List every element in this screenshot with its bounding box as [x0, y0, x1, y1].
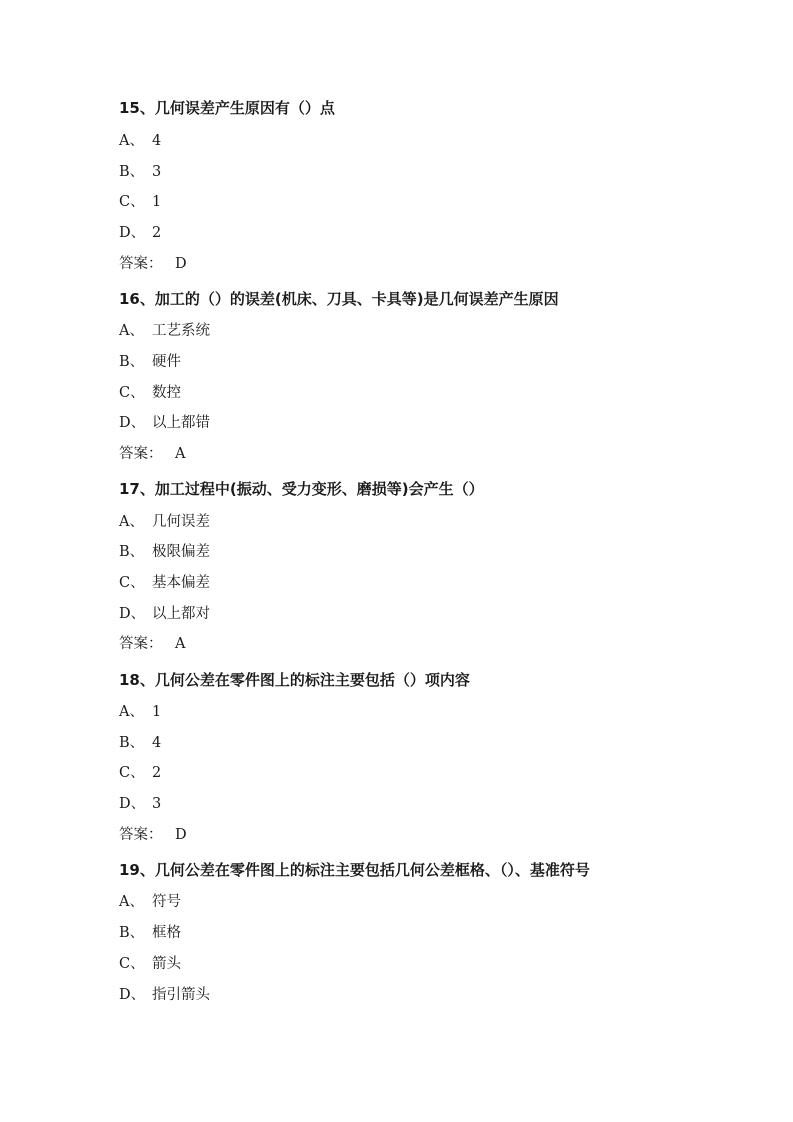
- option-letter: C、: [119, 194, 145, 210]
- option-text: 1: [152, 704, 162, 720]
- question-18-option-d: [119, 792, 161, 813]
- option-letter: A、: [119, 514, 144, 530]
- question-18-option-b: [119, 731, 161, 752]
- question-18-title: 18、几何公差在零件图上的标注主要包括（）项内容: [119, 671, 470, 689]
- option-letter: D、: [119, 796, 146, 812]
- option-text: 符号: [152, 894, 181, 910]
- option-text: 数控: [152, 385, 181, 401]
- question-19-option-c: [119, 952, 181, 973]
- question-16-answer: [119, 442, 185, 463]
- option-text: 基本偏差: [152, 575, 210, 591]
- question-19-option-d: [119, 983, 210, 1004]
- option-text: 极限偏差: [152, 544, 210, 560]
- answer-label: 答案：: [119, 636, 163, 652]
- answer-value: A: [175, 446, 186, 462]
- option-text: 以上都错: [152, 415, 210, 431]
- question-17-option-b: [119, 540, 210, 561]
- option-letter: B、: [119, 735, 145, 751]
- option-text: 几何误差: [152, 514, 210, 530]
- option-text: 1: [152, 194, 162, 210]
- answer-value: D: [175, 256, 187, 272]
- question-15-option-b: [119, 160, 161, 181]
- question-17-title: 17、加工过程中(振动、受力变形、磨损等)会产生（）: [119, 480, 484, 498]
- option-text: 2: [152, 765, 162, 781]
- option-letter: C、: [119, 575, 145, 591]
- question-17-option-c: [119, 571, 210, 592]
- answer-value: A: [175, 636, 186, 652]
- option-text: 工艺系统: [152, 323, 210, 339]
- question-19-title: 19、几何公差在零件图上的标注主要包括几何公差框格、（）、基准符号: [119, 861, 590, 879]
- answer-label: 答案：: [119, 446, 163, 462]
- question-16-option-d: [119, 411, 210, 432]
- question-15-answer: [119, 252, 187, 273]
- option-letter: A、: [119, 133, 144, 149]
- option-letter: A、: [119, 323, 144, 339]
- question-15-option-d: [119, 221, 161, 242]
- question-16-title: 16、加工的（）的误差(机床、刀具、卡具等)是几何误差产生原因: [119, 290, 559, 308]
- question-17-option-a: [119, 510, 210, 531]
- option-text: 3: [152, 164, 162, 180]
- answer-label: 答案：: [119, 827, 163, 843]
- option-text: 3: [152, 796, 162, 812]
- answer-label: 答案：: [119, 256, 163, 272]
- option-letter: B、: [119, 544, 145, 560]
- question-15-option-a: [119, 129, 161, 150]
- option-letter: A、: [119, 704, 144, 720]
- option-letter: B、: [119, 354, 145, 370]
- question-15-option-c: [119, 190, 161, 211]
- question-18-option-a: [119, 700, 161, 721]
- option-text: 箭头: [152, 956, 181, 972]
- question-17-answer: [119, 632, 185, 653]
- option-letter: B、: [119, 164, 145, 180]
- option-text: 2: [152, 225, 162, 241]
- question-16-option-c: [119, 381, 181, 402]
- option-text: 硬件: [152, 354, 181, 370]
- option-letter: D、: [119, 987, 146, 1003]
- option-text: 4: [152, 133, 162, 149]
- question-19-option-b: [119, 921, 181, 942]
- answer-value: D: [175, 827, 187, 843]
- option-letter: D、: [119, 606, 146, 622]
- option-letter: D、: [119, 225, 146, 241]
- question-19-option-a: [119, 890, 181, 911]
- option-letter: C、: [119, 765, 145, 781]
- option-text: 4: [152, 735, 162, 751]
- option-text: 指引箭头: [152, 987, 210, 1003]
- question-15-title: 15、几何误差产生原因有（）点: [119, 99, 335, 117]
- option-letter: D、: [119, 415, 146, 431]
- question-16-option-b: [119, 350, 181, 371]
- option-letter: A、: [119, 894, 144, 910]
- option-text: 框格: [152, 925, 181, 941]
- option-letter: C、: [119, 956, 145, 972]
- option-text: 以上都对: [152, 606, 210, 622]
- question-16-option-a: [119, 319, 210, 340]
- question-18-option-c: [119, 761, 161, 782]
- question-17-option-d: [119, 602, 210, 623]
- option-letter: C、: [119, 385, 145, 401]
- option-letter: B、: [119, 925, 145, 941]
- question-18-answer: [119, 823, 187, 844]
